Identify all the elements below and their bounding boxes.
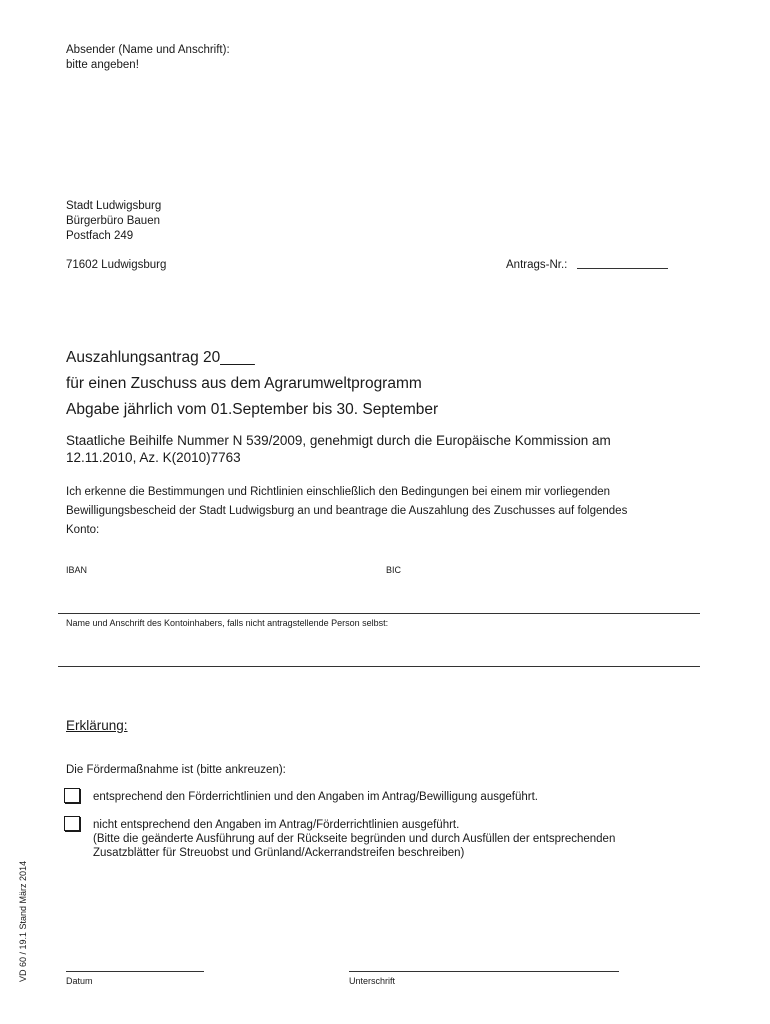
signature-label: Unterschrift xyxy=(349,976,396,986)
sender-label: Absender (Name und Anschrift): xyxy=(66,44,230,56)
declaration-intro: Die Fördermaßnahme ist (bitte ankreuzen): xyxy=(66,764,286,776)
recipient-line-3: Postfach 249 xyxy=(66,230,134,242)
sender-hint: bitte angeben! xyxy=(66,59,139,71)
option-compliant-checkbox[interactable] xyxy=(64,788,80,803)
iban-bic-field-line[interactable] xyxy=(58,613,700,614)
iban-label: IBAN xyxy=(66,565,88,575)
recipient-city: 71602 Ludwigsburg xyxy=(66,259,167,271)
title-line-3: Abgabe jährlich vom 01.September bis 30. September xyxy=(66,401,439,418)
acknowledgement-line-3: Konto: xyxy=(66,524,100,536)
signature-field-line[interactable] xyxy=(349,971,619,972)
application-number-field[interactable] xyxy=(577,268,668,269)
date-label: Datum xyxy=(66,976,93,986)
option-deviating-label-line-1: nicht entsprechend den Angaben im Antrag/Förderrichtlinien ausgeführt. xyxy=(93,819,460,831)
application-number-label: Antrags-Nr.: xyxy=(506,259,568,271)
option-deviating-label-line-2: (Bitte die geänderte Ausführung auf der Rückseite begründen und durch Ausfüllen der entsprechenden xyxy=(93,833,616,845)
form-id: VD 60 / 19.1 Stand März 2014 xyxy=(18,860,28,982)
state-aid-line-2: 12.11.2010, Az. K(2010)7763 xyxy=(66,450,241,465)
acknowledgement-line-2: Bewilligungsbescheid der Stadt Ludwigsburg an und beantrage die Auszahlung des Zuschusses auf folgendes xyxy=(66,505,628,517)
recipient-line-2: Bürgerbüro Bauen xyxy=(66,215,160,227)
account-holder-field-line[interactable] xyxy=(58,666,700,667)
account-holder-label: Name und Anschrift des Kontoinhabers, falls nicht antragstellende Person selbst: xyxy=(66,618,389,628)
declaration-heading: Erklärung: xyxy=(66,718,128,733)
date-field-line[interactable] xyxy=(66,971,204,972)
recipient-line-1: Stadt Ludwigsburg xyxy=(66,200,162,212)
option-deviating-checkbox[interactable] xyxy=(64,816,80,831)
title-line-2: für einen Zuschuss aus dem Agrarumweltprogramm xyxy=(66,375,422,392)
state-aid-line-1: Staatliche Beihilfe Nummer N 539/2009, genehmigt durch die Europäische Kommission am xyxy=(66,433,611,448)
title-line-1: Auszahlungsantrag 20____ xyxy=(66,349,255,366)
option-compliant-label: entsprechend den Förderrichtlinien und den Angaben im Antrag/Bewilligung ausgeführt. xyxy=(93,791,538,803)
acknowledgement-line-1: Ich erkenne die Bestimmungen und Richtlinien einschließlich den Bedingungen bei einem mir vorliegenden xyxy=(66,486,611,498)
option-deviating-label-line-3: Zusatzblätter für Streuobst und Grünland/Ackerrandstreifen beschreiben) xyxy=(93,847,465,859)
bic-label: BIC xyxy=(386,565,402,575)
